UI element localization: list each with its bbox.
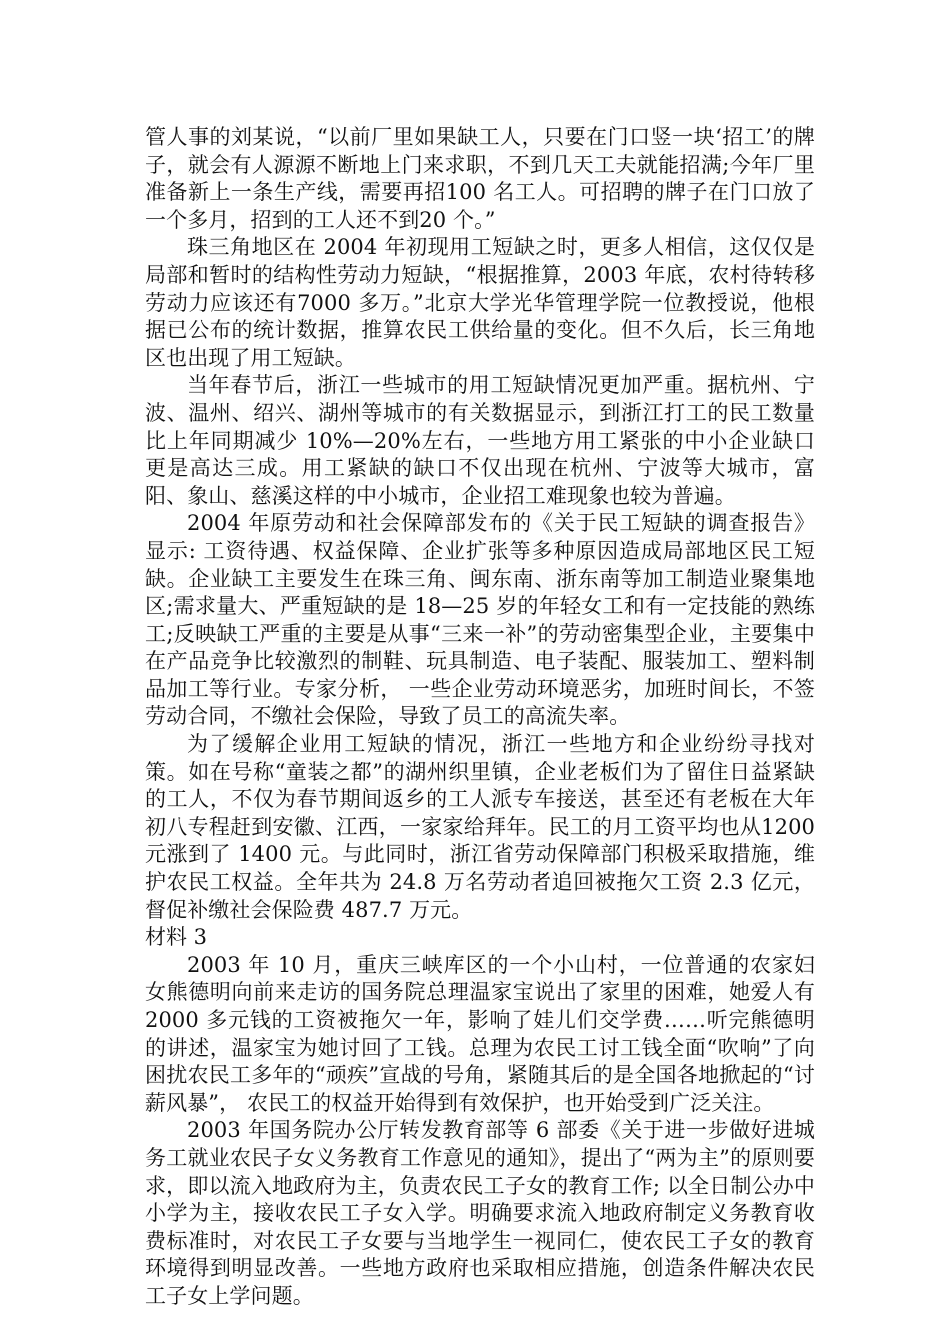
paragraph-pearl-river-delta: 珠三角地区在 2004 年初现用工短缺之时，更多人相信，这仅仅是局部和暂时的结构性劳动力短缺，“根据推算，2003 年底，农村待转移劳动力应该还有7000 多万。”北京大学光华管理学院一位教授说，他根据已公布的统计数据，推算农民工供给量的变化。但不久后，长三角地区也出现了用工短缺。 bbox=[145, 235, 815, 370]
paragraph-zhejiang-shortage: 当年春节后，浙江一些城市的用工短缺情况更加严重。据杭州、宁波、温州、绍兴、湖州等城市的有关数据显示，到浙江打工的民工数量比上年同期减少 10%—20%左右，一些地方用工紧张的中小企业缺口更是高达三成。用工紧缺的缺口不仅出现在杭州、宁波等大城市，富阳、象山、慈溪这样的中小城市，企业招工难现象也较为普遍。 bbox=[145, 373, 815, 508]
paragraph-zhejiang-measures: 为了缓解企业用工短缺的情况，浙江一些地方和企业纷纷寻找对策。如在号称“童装之都”的湖州织里镇，企业老板们为了留住日益紧缺的工人，不仅为春节期间返乡的工人派专车接送，甚至还有老板在大年初八专程赶到安徽、江西，一家家给拜年。民工的月工资平均也从1200 元涨到了 1400 元。与此同时，浙江省劳动保障部门积极采取措施，维护农民工权益。全年共为 24.8 万名劳动者追回被拖欠工资 2.3 亿元，督促补缴社会保险费 487.7 万元。 bbox=[145, 732, 815, 922]
material-3-heading: 材料 3 bbox=[145, 925, 208, 950]
paragraph-wage-arrears: 2003 年 10 月，重庆三峡库区的一个小山村，一位普通的农家妇女熊德明向前来走访的国务院总理温家宝说出了家里的困难，她爱人有 2000 多元钱的工资被拖欠一年，影响了娃儿们交学费……听完熊德明的讲述，温家宝为她讨回了工钱。总理为农民工讨工钱全面“吹响”了向困扰农民工多年的“顽疾”宣战的号角，紧随其后的是全国各地掀起的“讨薪风暴”， 农民工的权益开始得到有效保护，也开始受到广泛关注。 bbox=[145, 952, 815, 1115]
document-page bbox=[145, 124, 815, 1311]
paragraph-hr-quote: 管人事的刘某说，“以前厂里如果缺工人，只要在门口竖一块‘招工’的牌子，就会有人源源不断地上门来求职，不到几天工夫就能招满;今年厂里准备新上一条生产线，需要再招100 名工人。可招聘的牌子在门口放了一个多月，招到的工人还不到20 个。” bbox=[145, 125, 815, 232]
paragraph-survey-report: 2004 年原劳动和社会保障部发布的《关于民工短缺的调查报告》显示: 工资待遇、权益保障、企业扩张等多种原因造成局部地区民工短缺。企业缺工主要发生在珠三角、闽东南、浙东南等加工制造业聚集地区;需求量大、严重短缺的是 18—25 岁的年轻女工和有一定技能的熟练工;反映缺工严重的主要是从事“三来一补”的劳动密集型企业，主要集中在产品竞争比较激烈的制鞋、玩具制造、电子装配、服装加工、塑料制品加工等行业。专家分析， 一些企业劳动环境恶劣，加班时间长，不签劳动合同，不缴社会保险，导致了员工的高流失率。 bbox=[145, 511, 815, 729]
paragraph-children-education: 2003 年国务院办公厅转发教育部等 6 部委《关于进一步做好进城务工就业农民子女义务教育工作意见的通知》，提出了“两为主”的原则要求，即以流入地政府为主，负责农民工子女的教育工作; 以全日制公办中小学为主，接收农民工子女入学。明确要求流入地政府制定义务教育收费标准时，对农民工子女要与当地学生一视同仁，使农民工子女的教育环境得到明显改善。一些地方政府也采取相应措施，创造条件解决农民工子女上学问题。 bbox=[145, 1118, 815, 1308]
